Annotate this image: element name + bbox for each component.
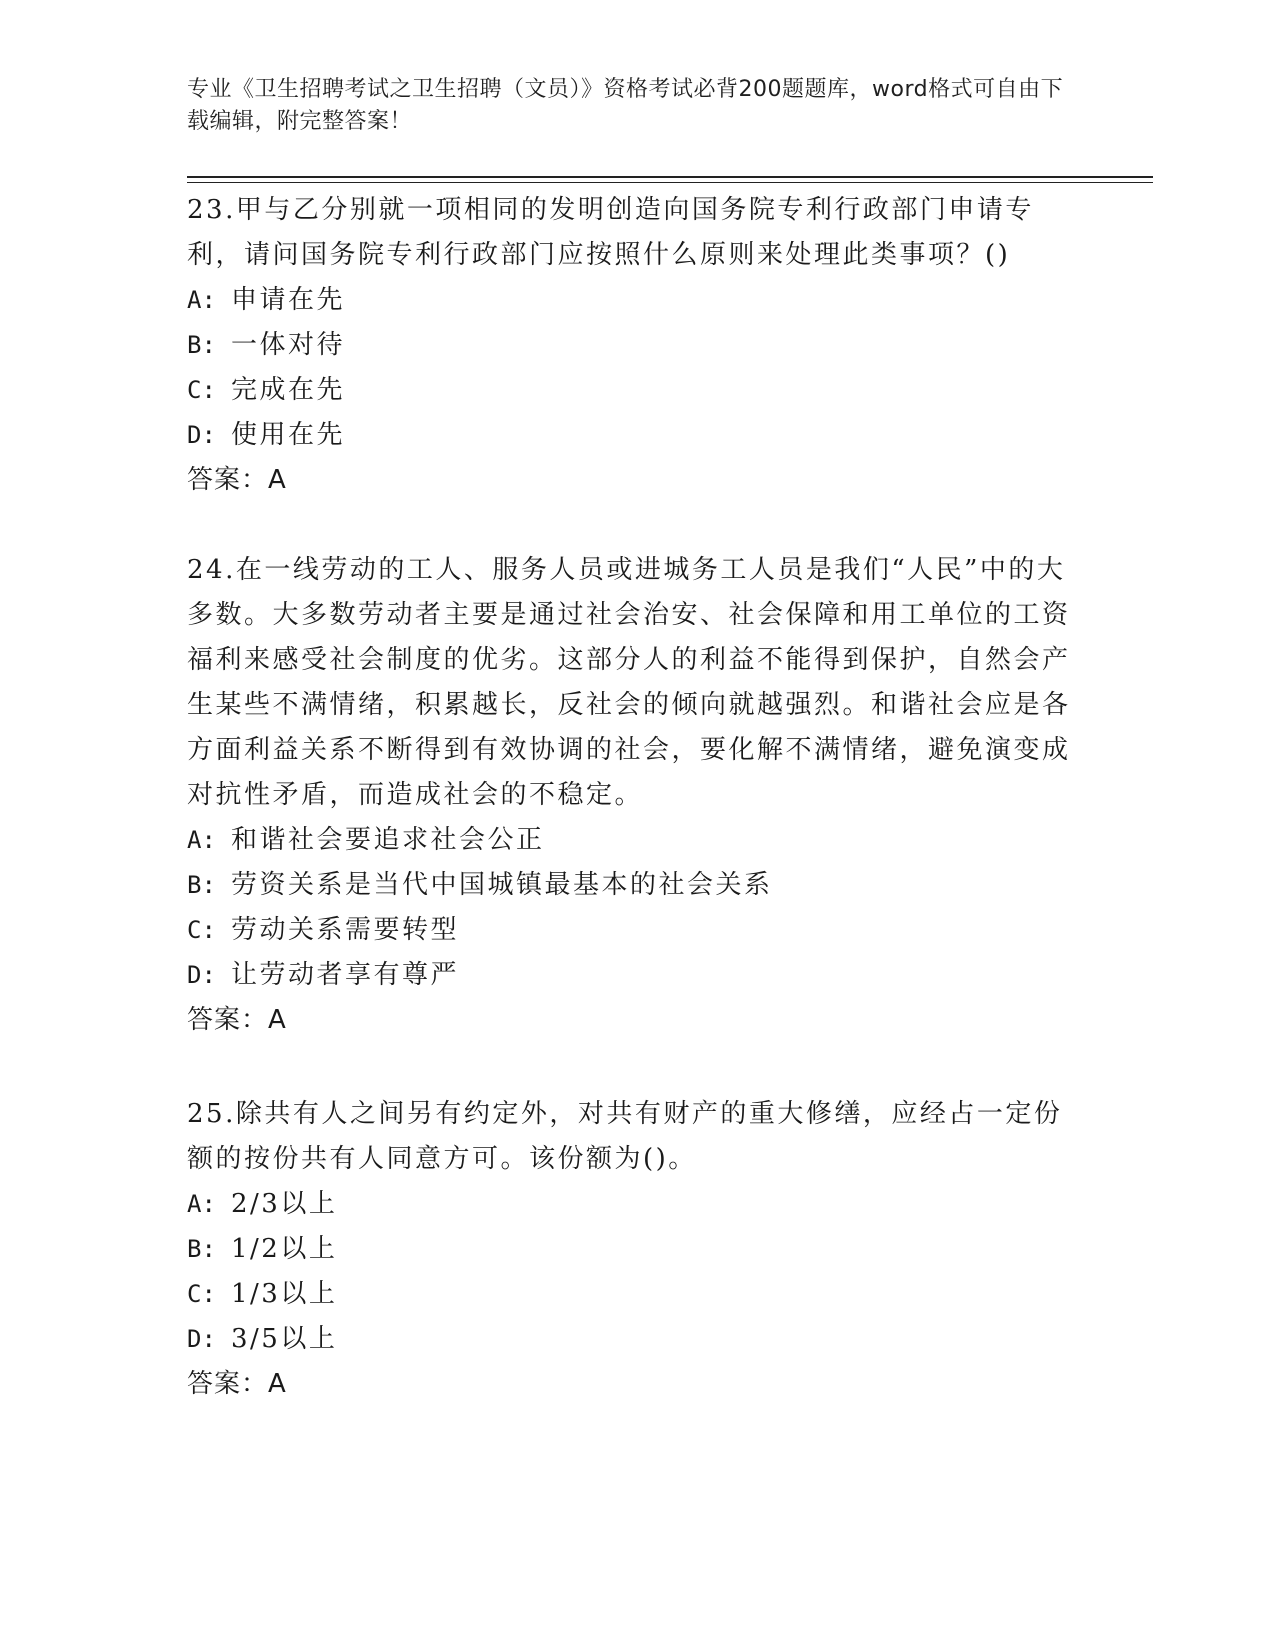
question-25 (187, 1092, 1077, 1407)
option-c (187, 368, 1077, 413)
option-text: 和谐社会要追求社会公正 (231, 825, 545, 855)
answer-line: 答案：A (187, 1005, 287, 1035)
option-text: 劳资关系是当代中国城镇最基本的社会关系 (231, 870, 773, 900)
option-text: 让劳动者享有尊严 (231, 960, 460, 990)
option-text: 劳动关系需要转型 (231, 915, 460, 945)
header-divider-thin (187, 182, 1153, 183)
answer-line: 答案：A (187, 465, 287, 495)
option-letter: A: (187, 1190, 216, 1218)
option-a (187, 818, 1077, 863)
question-stem: 23.甲与乙分别就一项相同的发明创造向国务院专利行政部门申请专利，请问国务院专利行政部门应按照什么原则来处理此类事项？() (187, 195, 1034, 270)
option-text: 使用在先 (231, 420, 346, 450)
option-letter: C: (187, 376, 216, 404)
answer-line: 答案：A (187, 1369, 287, 1399)
option-d (187, 953, 1077, 998)
option-a (187, 1182, 1077, 1227)
option-letter: B: (187, 331, 216, 359)
option-letter: D: (187, 961, 216, 989)
option-b (187, 863, 1077, 908)
option-b (187, 1227, 1077, 1272)
option-letter: A: (187, 286, 216, 314)
option-text: 1/2以上 (231, 1234, 338, 1264)
header-divider-thick (187, 176, 1153, 178)
option-text: 一体对待 (231, 330, 346, 360)
option-letter: B: (187, 871, 216, 899)
option-d (187, 413, 1077, 458)
option-a (187, 278, 1077, 323)
option-letter: C: (187, 1280, 216, 1308)
option-text: 2/3以上 (231, 1189, 338, 1219)
question-23 (187, 188, 1077, 503)
option-text: 申请在先 (231, 285, 346, 315)
option-c (187, 908, 1077, 953)
option-letter: D: (187, 1325, 216, 1353)
option-text: 3/5以上 (231, 1324, 338, 1354)
option-letter: B: (187, 1235, 216, 1263)
option-letter: C: (187, 916, 216, 944)
option-text: 完成在先 (231, 375, 346, 405)
option-text: 1/3以上 (231, 1279, 338, 1309)
option-b (187, 323, 1077, 368)
question-stem: 25.除共有人之间另有约定外，对共有财产的重大修缮，应经占一定份额的按份共有人同意方可。该份额为()。 (187, 1099, 1063, 1174)
option-letter: D: (187, 421, 216, 449)
option-d (187, 1317, 1077, 1362)
option-c (187, 1272, 1077, 1317)
document-header: 专业《卫生招聘考试之卫生招聘（文员）》资格考试必背200题题库，word格式可自由下载编辑，附完整答案！ (187, 77, 1064, 134)
question-24 (187, 548, 1077, 1043)
option-letter: A: (187, 826, 216, 854)
question-stem: 24.在一线劳动的工人、服务人员或进城务工人员是我们“人民”中的大多数。大多数劳动者主要是通过社会治安、社会保障和用工单位的工资福利来感受社会制度的优劣。这部分人的利益不能得到保护，自然会产生某些不满情绪，积累越长，反社会的倾向就越强烈。和谐社会应是各方面利益关系不断得到有效协调的社会，要化解不满情绪，避免演变成对抗性矛盾，而造成社会的不稳定。 (187, 555, 1071, 810)
